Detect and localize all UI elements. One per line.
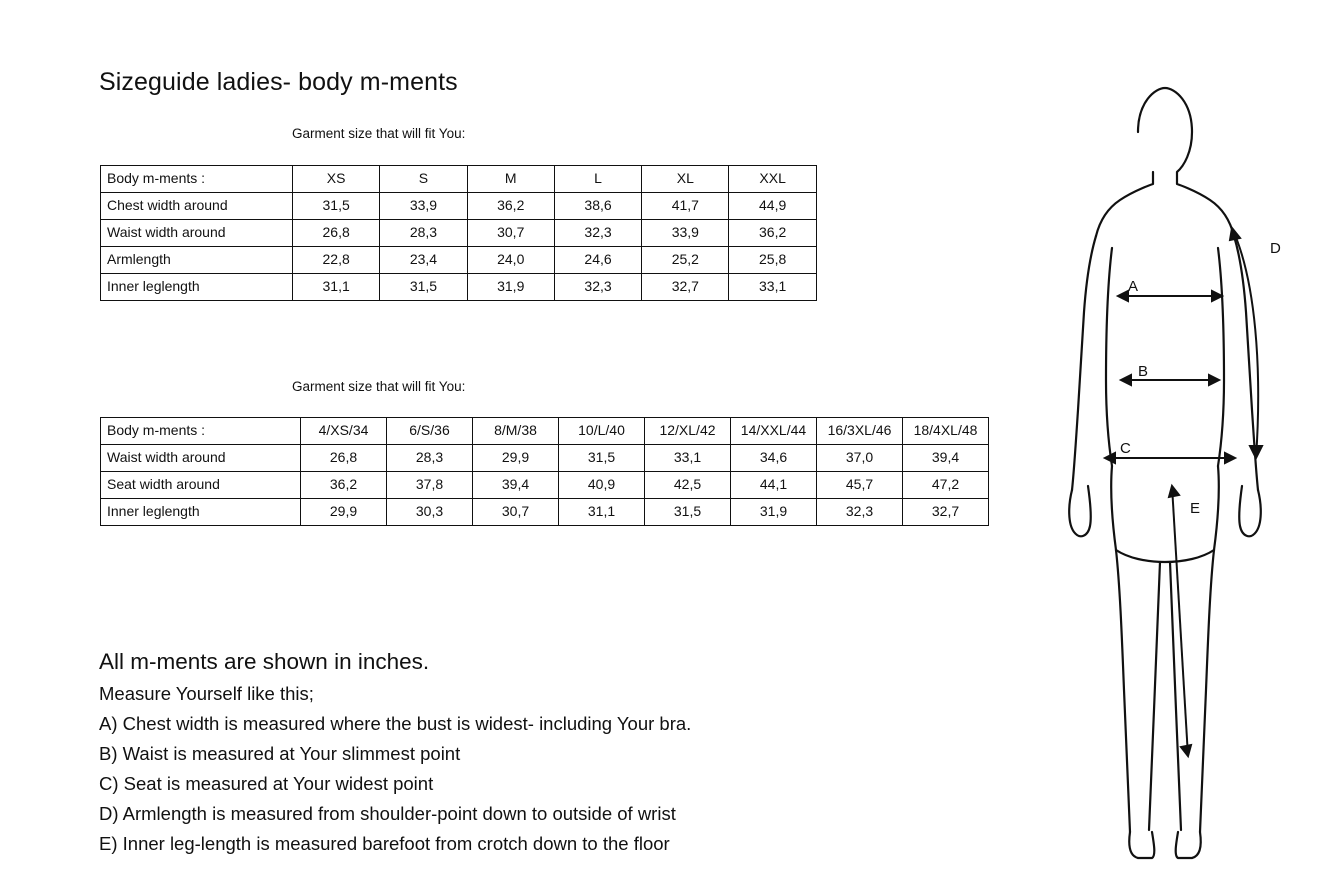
table-cell: 31,5 xyxy=(380,274,467,301)
table-cell: 24,6 xyxy=(554,247,641,274)
table-cell: 25,8 xyxy=(729,247,816,274)
table-cell: 41,7 xyxy=(642,193,729,220)
table-cell: 44,1 xyxy=(731,472,817,499)
table-cell: 28,3 xyxy=(380,220,467,247)
table-row xyxy=(101,193,817,220)
table-cell: 29,9 xyxy=(301,499,387,526)
note-line: A) Chest width is measured where the bust is widest- including Your bra. xyxy=(99,713,692,735)
table-cell: 31,1 xyxy=(293,274,380,301)
table-cell: 30,3 xyxy=(387,499,473,526)
table-cell: 38,6 xyxy=(554,193,641,220)
size-table-secondary xyxy=(100,417,989,526)
table1-caption: Garment size that will fit You: xyxy=(292,126,466,141)
note-line: Measure Yourself like this; xyxy=(99,683,314,705)
figure-label-c: C xyxy=(1120,440,1131,457)
table-row xyxy=(101,220,817,247)
table-header-cell: 18/4XL/48 xyxy=(903,418,989,445)
table-cell: 24,0 xyxy=(467,247,554,274)
table-cell: 31,5 xyxy=(559,445,645,472)
table-cell: 32,7 xyxy=(642,274,729,301)
table-cell: 31,5 xyxy=(293,193,380,220)
row-label: Inner leglength xyxy=(101,274,293,301)
table-cell: 26,8 xyxy=(293,220,380,247)
table-cell: 33,9 xyxy=(380,193,467,220)
row-label: Inner leglength xyxy=(101,499,301,526)
table-cell: 36,2 xyxy=(729,220,816,247)
figure-label-d: D xyxy=(1270,240,1281,257)
table-cell: 32,3 xyxy=(554,220,641,247)
note-line: B) Waist is measured at Your slimmest point xyxy=(99,743,461,765)
note-line: E) Inner leg-length is measured barefoot from crotch down to the floor xyxy=(99,832,670,854)
size-table-primary xyxy=(100,165,817,301)
table-cell: 39,4 xyxy=(903,445,989,472)
table-cell: 31,1 xyxy=(559,499,645,526)
table-row xyxy=(101,247,817,274)
table-cell: 32,3 xyxy=(554,274,641,301)
table-cell: 33,1 xyxy=(729,274,816,301)
table-cell: 30,7 xyxy=(467,220,554,247)
note-line: D) Armlength is measured from shoulder-point down to outside of wrist xyxy=(99,803,676,824)
row-label: Seat width around xyxy=(101,472,301,499)
table-header-cell: 16/3XL/46 xyxy=(817,418,903,445)
table-cell: 25,2 xyxy=(642,247,729,274)
table-header-cell: Body m-ments : xyxy=(101,418,301,445)
row-label: Waist width around xyxy=(101,220,293,247)
table-cell: 30,7 xyxy=(473,499,559,526)
table-cell: 40,9 xyxy=(559,472,645,499)
table-cell: 33,1 xyxy=(645,445,731,472)
table-cell: 32,7 xyxy=(903,499,989,526)
row-label: Chest width around xyxy=(101,193,293,220)
table-header-cell: L xyxy=(554,166,641,193)
table-row xyxy=(101,472,989,499)
table-header-cell: 10/L/40 xyxy=(559,418,645,445)
body-diagram xyxy=(1020,80,1310,870)
table-cell: 36,2 xyxy=(467,193,554,220)
table-header-row xyxy=(101,418,989,445)
table-header-cell: XL xyxy=(642,166,729,193)
table-header-cell: 12/XL/42 xyxy=(645,418,731,445)
table-cell: 23,4 xyxy=(380,247,467,274)
row-label: Armlength xyxy=(101,247,293,274)
table-cell: 39,4 xyxy=(473,472,559,499)
table-header-cell: 6/S/36 xyxy=(387,418,473,445)
table-cell: 36,2 xyxy=(301,472,387,499)
table-cell: 26,8 xyxy=(301,445,387,472)
table-cell: 31,9 xyxy=(467,274,554,301)
table-cell: 29,9 xyxy=(473,445,559,472)
table-cell: 47,2 xyxy=(903,472,989,499)
row-label: Waist width around xyxy=(101,445,301,472)
figure-label-a: A xyxy=(1128,278,1139,295)
table-cell: 32,3 xyxy=(817,499,903,526)
figure-label-b: B xyxy=(1138,363,1149,380)
table-cell: 34,6 xyxy=(731,445,817,472)
table-cell: 22,8 xyxy=(293,247,380,274)
measurement-instructions xyxy=(99,648,919,859)
page-title: Sizeguide ladies- body m-ments xyxy=(99,68,458,96)
table-header-cell: S xyxy=(380,166,467,193)
table-cell: 37,8 xyxy=(387,472,473,499)
table-header-row xyxy=(101,166,817,193)
table-cell: 37,0 xyxy=(817,445,903,472)
notes-heading: All m-ments are shown in inches. xyxy=(99,649,430,674)
table2-caption: Garment size that will fit You: xyxy=(292,379,466,394)
table-cell: 44,9 xyxy=(729,193,816,220)
table-cell: 33,9 xyxy=(642,220,729,247)
table-cell: 28,3 xyxy=(387,445,473,472)
table-row xyxy=(101,445,989,472)
table-cell: 45,7 xyxy=(817,472,903,499)
table-header-cell: XS xyxy=(293,166,380,193)
table-header-cell: 4/XS/34 xyxy=(301,418,387,445)
table-row xyxy=(101,274,817,301)
table-cell: 31,5 xyxy=(645,499,731,526)
table-row xyxy=(101,499,989,526)
note-line: C) Seat is measured at Your widest point xyxy=(99,773,434,795)
table-cell: 31,9 xyxy=(731,499,817,526)
table-header-cell: 14/XXL/44 xyxy=(731,418,817,445)
table-header-cell: M xyxy=(467,166,554,193)
table-header-cell: Body m-ments : xyxy=(101,166,293,193)
figure-label-e: E xyxy=(1190,500,1201,517)
table-cell: 42,5 xyxy=(645,472,731,499)
table-header-cell: XXL xyxy=(729,166,816,193)
table-header-cell: 8/M/38 xyxy=(473,418,559,445)
